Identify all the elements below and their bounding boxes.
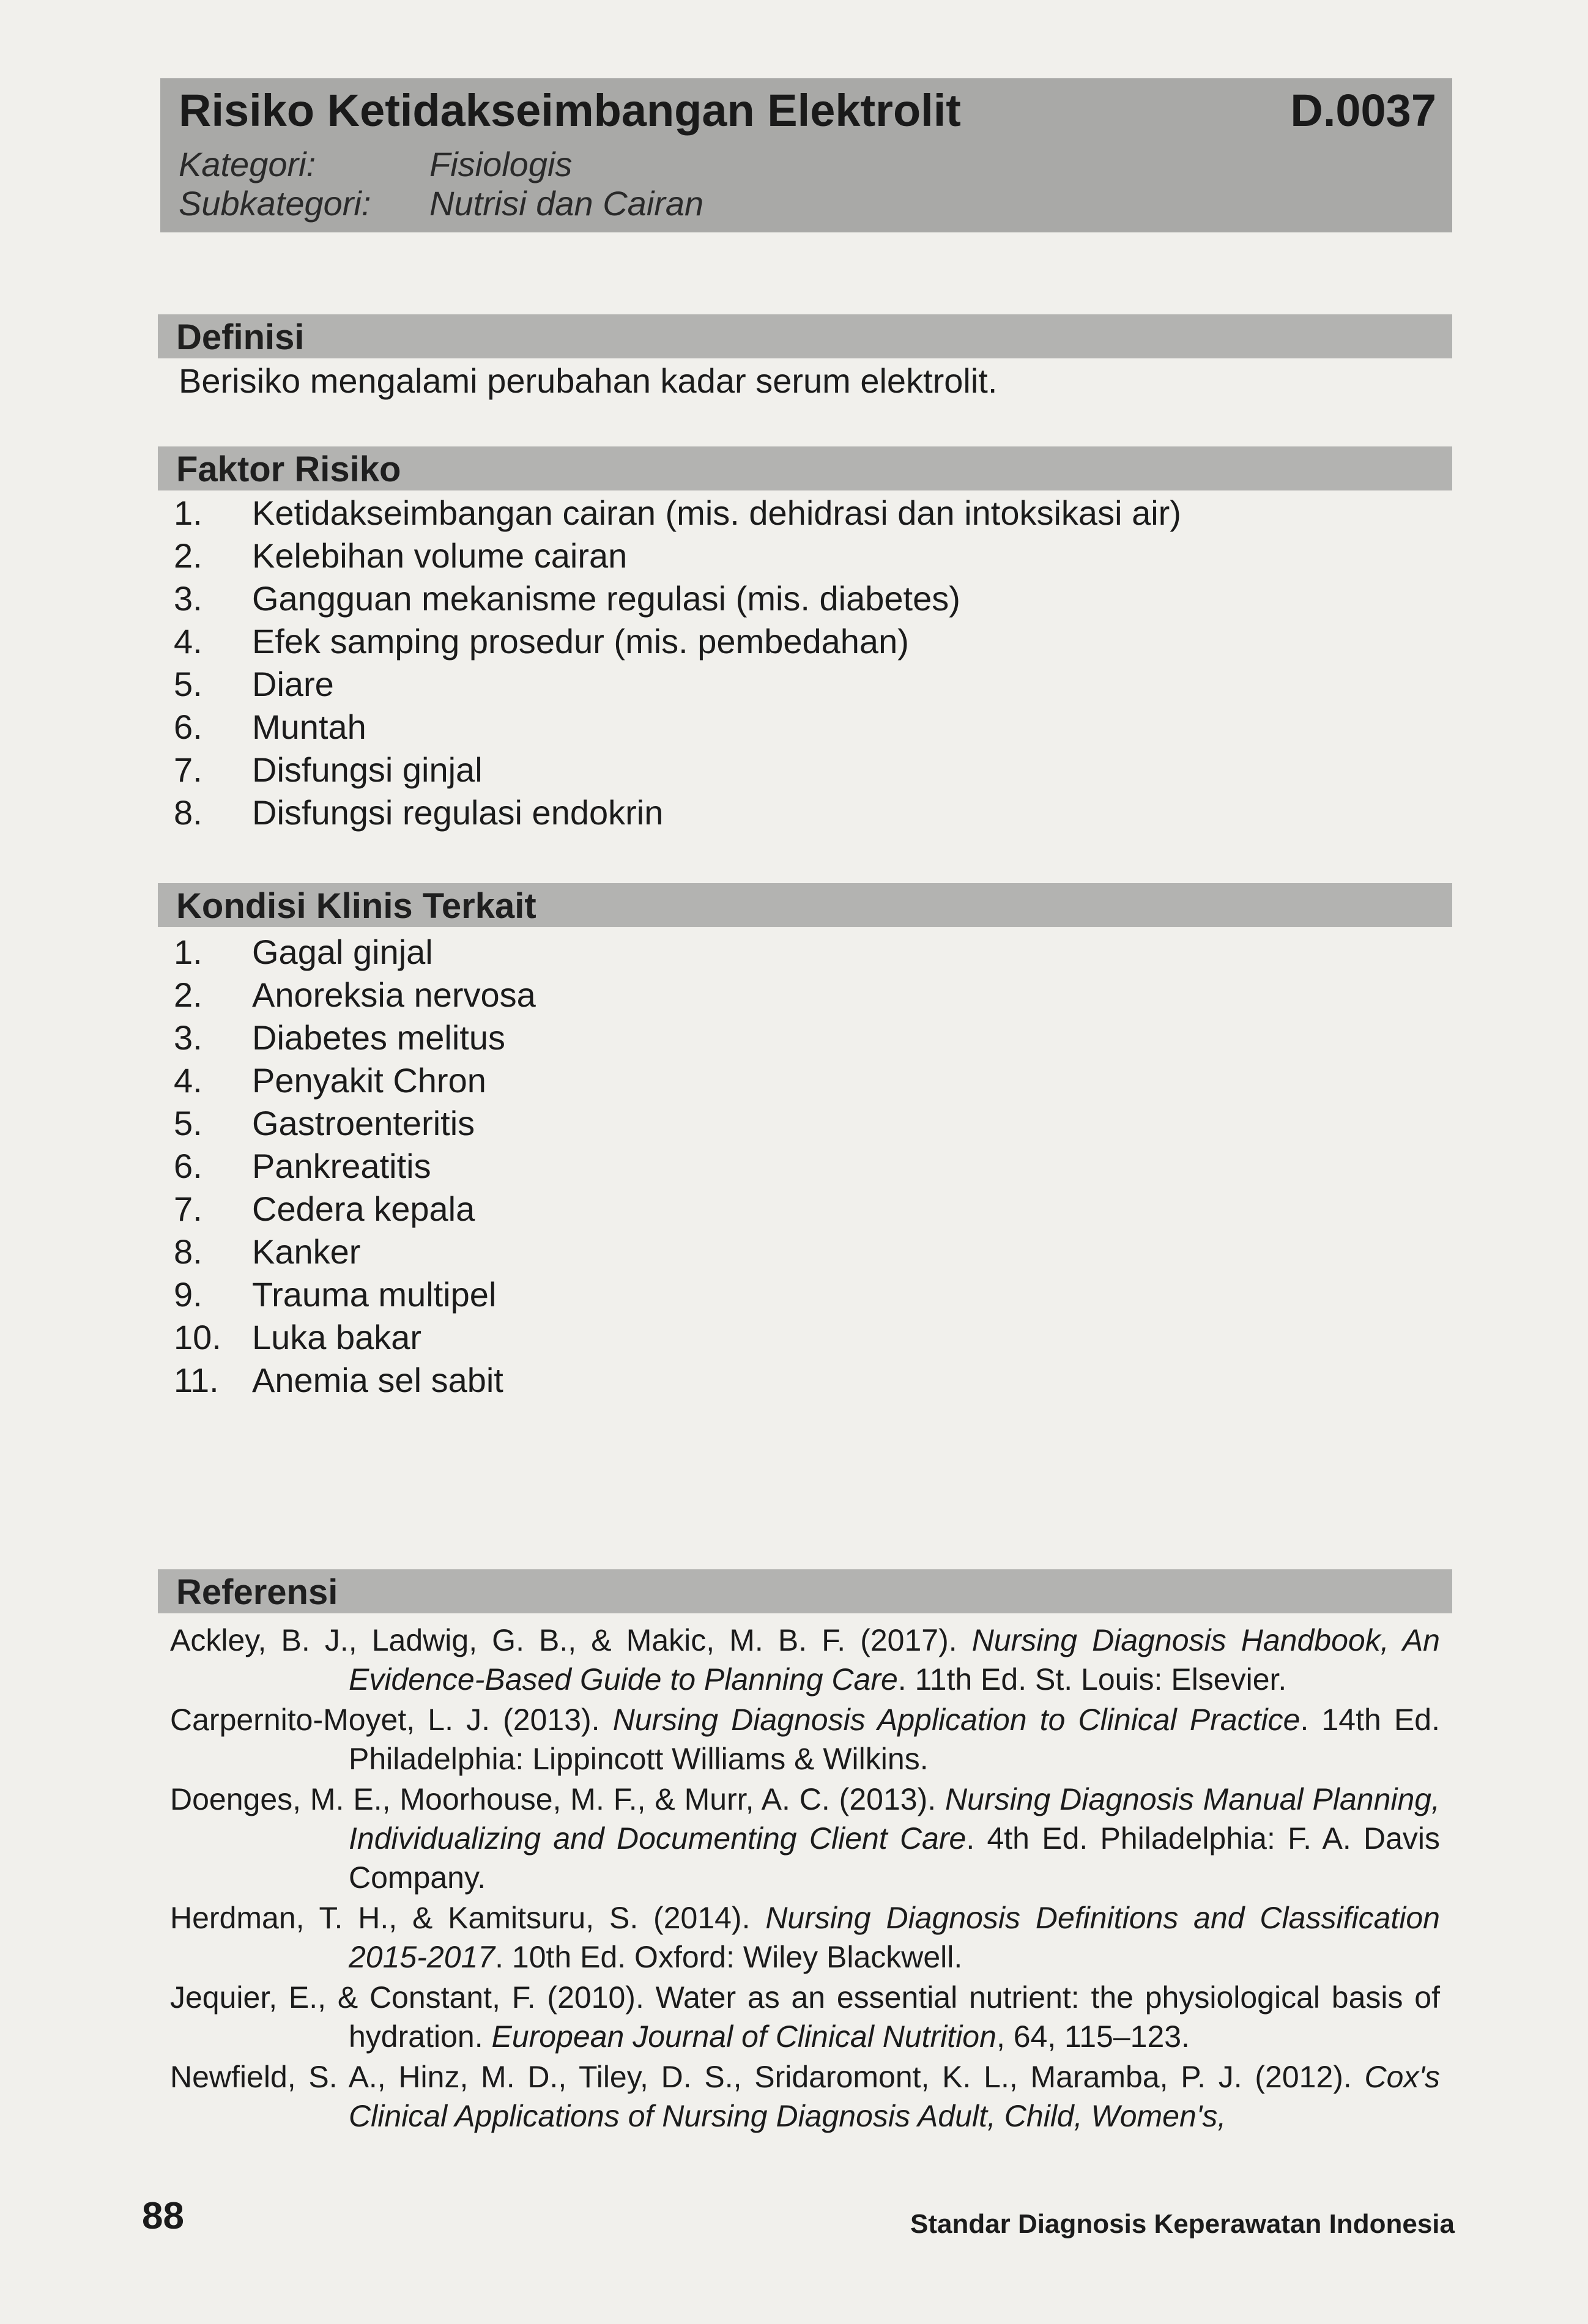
list-item-text: Kanker: [252, 1232, 361, 1271]
reference-publisher-text: . 14th Ed. Philadelphia: Lippincott Williams & Wilkins.: [349, 1703, 1440, 1776]
list-item-number: 3.: [174, 579, 202, 618]
kategori-row: [179, 144, 572, 184]
list-item-text: Disfungsi ginjal: [252, 750, 483, 789]
referensi-list: [170, 1621, 1440, 2137]
list-item-text: Muntah: [252, 708, 366, 746]
reference-entry: [170, 1978, 1440, 2056]
list-item-text: Anoreksia nervosa: [252, 975, 536, 1014]
list-item-text: Diare: [252, 665, 334, 703]
reference-author-text: Carpernito-Moyet, L. J. (2013).: [170, 1703, 613, 1737]
list-item-text: Disfungsi regulasi endokrin: [252, 793, 664, 832]
list-item-number: 1.: [174, 494, 202, 532]
list-item-number: 6.: [174, 708, 202, 746]
list-item-text: Luka bakar: [252, 1318, 422, 1356]
list-item-text: Cedera kepala: [252, 1190, 475, 1228]
list-item-text: Penyakit Chron: [252, 1061, 486, 1100]
reference-title: European Journal of Clinical Nutrition: [491, 2019, 996, 2054]
list-item-number: 5.: [174, 1104, 202, 1142]
reference-publisher-text: . 10th Ed. Oxford: Wiley Blackwell.: [495, 1940, 963, 1974]
reference-title: Nursing Diagnosis Manual Planning, Individualizing and Documenting Client Care: [349, 1782, 1440, 1856]
reference-author-text: Ackley, B. J., Ladwig, G. B., & Makic, M. B. F. (2017).: [170, 1623, 972, 1657]
list-item-text: Gangguan mekanisme regulasi (mis. diabetes): [252, 579, 960, 618]
diagnosis-header: [160, 78, 1452, 232]
reference-entry: [170, 1700, 1440, 1778]
definisi-heading-bar: [158, 314, 1452, 358]
kondisi-klinis-heading: Kondisi Klinis Terkait: [176, 886, 536, 926]
subkategori-label: Subkategori:: [179, 184, 371, 223]
list-item-text: Efek samping prosedur (mis. pembedahan): [252, 622, 909, 661]
kategori-value: Fisiologis: [429, 145, 573, 183]
definisi-heading: Definisi: [176, 317, 305, 357]
reference-title: Cox's Clinical Applications of Nursing Diagnosis Adult, Child, Women's,: [349, 2060, 1440, 2133]
reference-title: Nursing Diagnosis Application to Clinical Practice: [612, 1703, 1300, 1737]
reference-author-text: Jequier, E., & Constant, F. (2010). Water as an essential nutrient: the physiological basis of hydration.: [170, 1980, 1440, 2054]
list-item-number: 2.: [174, 536, 202, 575]
reference-publisher-text: , 64, 115–123.: [996, 2019, 1190, 2054]
list-item-text: Ketidakseimbangan cairan (mis. dehidrasi dan intoksikasi air): [252, 494, 1181, 532]
list-item-number: 4.: [174, 1061, 202, 1100]
book-title-footer: Standar Diagnosis Keperawatan Indonesia: [910, 2209, 1455, 2239]
definisi-text: Berisiko mengalami perubahan kadar serum elektrolit.: [179, 361, 998, 400]
list-item-number: 8.: [174, 1232, 202, 1271]
list-item-number: 5.: [174, 665, 202, 703]
diagnosis-title: Risiko Ketidakseimbangan Elektrolit: [179, 85, 961, 136]
diagnosis-code: D.0037: [1290, 85, 1436, 136]
referensi-heading: Referensi: [176, 1572, 338, 1612]
subkategori-row: [179, 183, 703, 223]
list-item-text: Anemia sel sabit: [252, 1361, 503, 1399]
list-item-text: Trauma multipel: [252, 1275, 497, 1314]
reference-entry: [170, 1898, 1440, 1977]
faktor-risiko-heading-bar: [158, 446, 1452, 490]
list-item-number: 7.: [174, 750, 202, 789]
reference-title: Nursing Diagnosis Handbook, An Evidence-Based Guide to Planning Care: [349, 1623, 1440, 1697]
list-item-text: Kelebihan volume cairan: [252, 536, 628, 575]
list-item-number: 9.: [174, 1275, 202, 1314]
reference-title: Nursing Diagnosis Definitions and Classification 2015-2017: [349, 1901, 1440, 1974]
list-item-number: 6.: [174, 1147, 202, 1185]
reference-entry: [170, 1780, 1440, 1897]
reference-publisher-text: . 4th Ed. Philadelphia: F. A. Davis Company.: [349, 1821, 1440, 1895]
list-item-number: 1.: [174, 933, 202, 971]
kondisi-klinis-heading-bar: [158, 883, 1452, 927]
list-item-text: Pankreatitis: [252, 1147, 431, 1185]
reference-entry: [170, 2057, 1440, 2136]
reference-entry: [170, 1621, 1440, 1699]
list-item-number: 2.: [174, 975, 202, 1014]
list-item-number: 8.: [174, 793, 202, 832]
list-item-text: Diabetes melitus: [252, 1018, 505, 1057]
referensi-heading-bar: [158, 1569, 1452, 1613]
faktor-risiko-heading: Faktor Risiko: [176, 450, 401, 489]
list-item-number: 4.: [174, 622, 202, 661]
reference-author-text: Herdman, T. H., & Kamitsuru, S. (2014).: [170, 1901, 766, 1935]
reference-author-text: Newfield, S. A., Hinz, M. D., Tiley, D. S., Sridaromont, K. L., Maramba, P. J. (2012).: [170, 2060, 1365, 2094]
list-item-text: Gagal ginjal: [252, 933, 433, 971]
reference-publisher-text: . 11th Ed. St. Louis: Elsevier.: [897, 1662, 1287, 1697]
list-item-text: Gastroenteritis: [252, 1104, 475, 1142]
page-number: 88: [142, 2195, 184, 2237]
kategori-label: Kategori:: [179, 145, 316, 183]
list-item-number: 10.: [174, 1318, 221, 1356]
list-item-number: 11.: [174, 1361, 219, 1399]
subkategori-value: Nutrisi dan Cairan: [429, 184, 704, 223]
list-item-number: 3.: [174, 1018, 202, 1057]
reference-author-text: Doenges, M. E., Moorhouse, M. F., & Murr, A. C. (2013).: [170, 1782, 945, 1816]
list-item-number: 7.: [174, 1190, 202, 1228]
